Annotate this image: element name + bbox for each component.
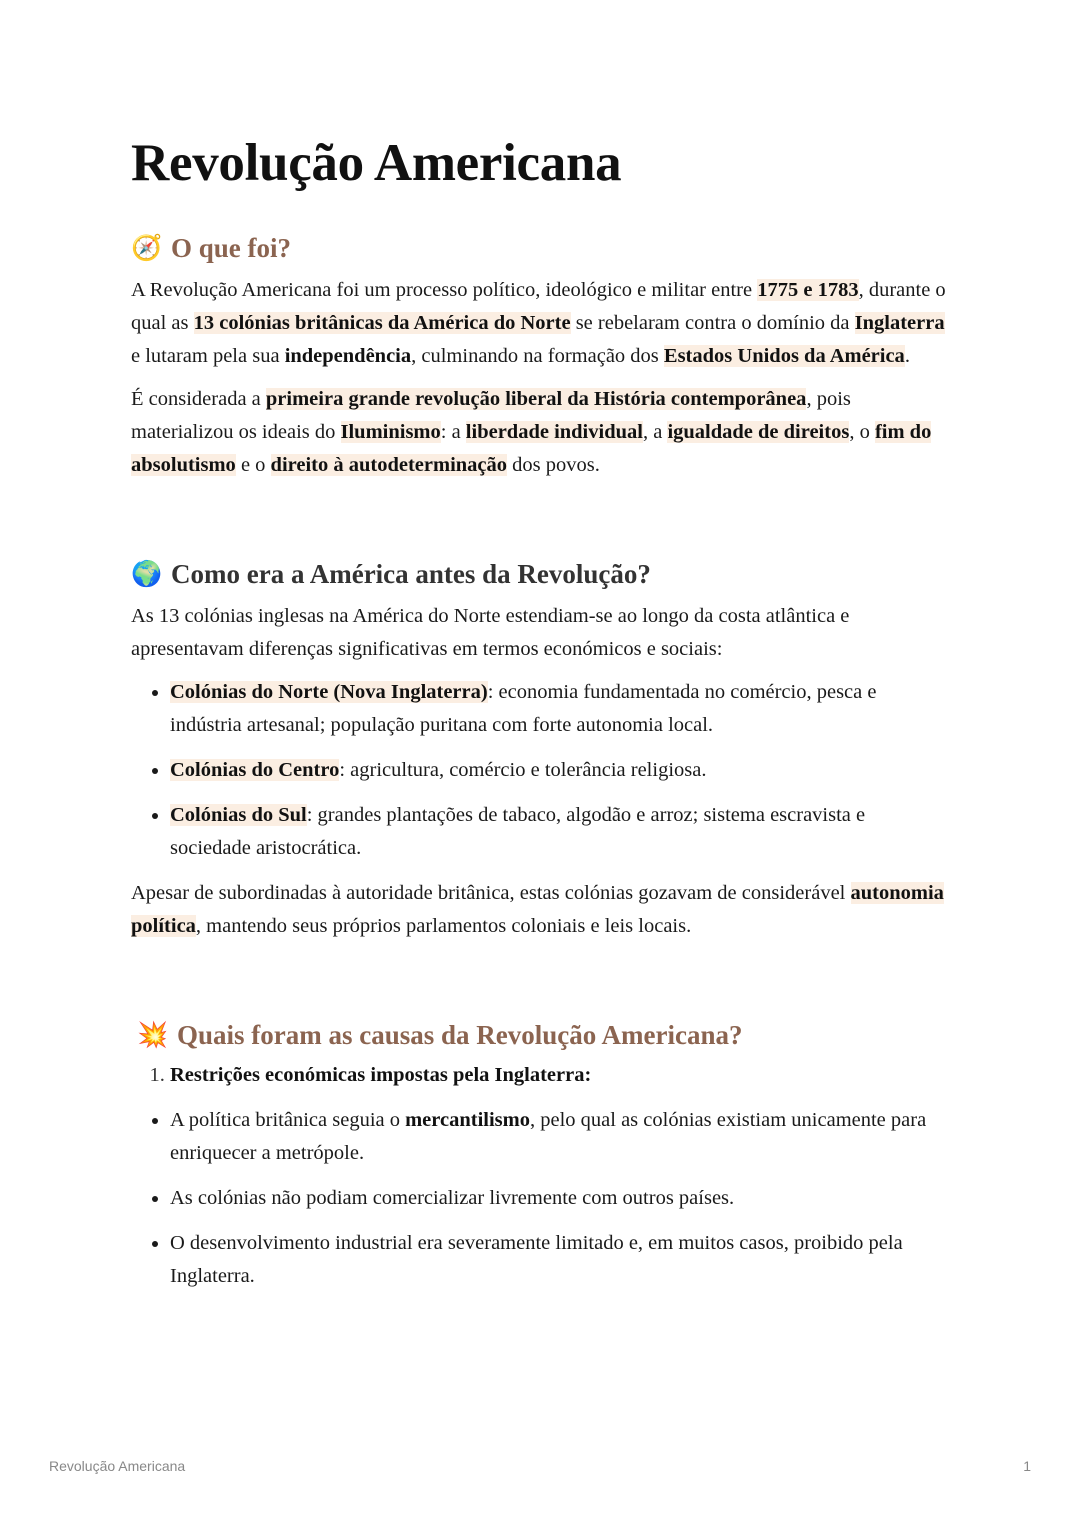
text-run: É considerada a	[131, 388, 266, 410]
list-item	[170, 676, 951, 742]
section-causes	[131, 1015, 951, 1293]
paragraph	[131, 600, 951, 666]
text-run: se rebelaram contra o domínio da	[570, 312, 855, 334]
section-heading	[131, 228, 951, 268]
text-run: , pois materializou os ideais do	[131, 388, 851, 443]
heading-text: O que foi?	[171, 233, 292, 263]
text-run: , durante o qual as	[131, 279, 946, 334]
list-item	[170, 754, 951, 787]
heading-text: Como era a América antes da Revolução?	[171, 559, 651, 589]
text-run: A política britânica seguia o	[170, 1109, 406, 1131]
list-item	[170, 799, 951, 865]
text-run: , mantendo seus próprios parlamentos coloniais e leis locais.	[195, 915, 692, 937]
highlighted-text: Inglaterra	[854, 312, 945, 334]
page-title: Revolução Americana	[131, 134, 622, 192]
list-item	[170, 1104, 951, 1170]
globe-icon: 🌍	[131, 559, 163, 588]
text-run: : economia fundamentada no comércio, pesca e indústria artesanal; população puritana com forte autonomia local.	[170, 681, 877, 736]
highlighted-text: Iluminismo	[340, 421, 441, 443]
text-run: As colónias não podiam comercializar livremente com outros países.	[170, 1187, 735, 1209]
highlighted-text: igualdade de direitos	[667, 421, 850, 443]
text-run: : a	[440, 421, 466, 443]
text-run: : agricultura, comércio e tolerância religiosa.	[339, 759, 707, 781]
text-run: .	[904, 345, 910, 367]
highlighted-text: Colónias do Sul	[170, 804, 307, 826]
collision-icon: 💥	[137, 1020, 169, 1049]
bullet-list	[131, 676, 951, 865]
heading-text: Quais foram as causas da Revolução Americana?	[177, 1020, 743, 1050]
list-item	[170, 1182, 951, 1215]
section-what-was-it	[131, 228, 951, 482]
bold-text: mercantilismo	[405, 1109, 530, 1131]
highlighted-text: 1775 e 1783	[757, 279, 859, 301]
paragraph	[131, 877, 951, 943]
list-item	[170, 1059, 951, 1092]
section-heading	[131, 554, 951, 594]
compass-icon: 🧭	[131, 233, 163, 262]
bold-text: independência	[284, 345, 412, 367]
footer-page-number: 1	[1023, 1458, 1031, 1474]
section-america-before	[131, 554, 951, 943]
highlighted-text: direito à autodeterminação	[270, 454, 508, 476]
numbered-list	[131, 1059, 951, 1092]
highlighted-text: 13 colónias britânicas da América do Norte	[193, 312, 571, 334]
text-run: O desenvolvimento industrial era severamente limitado e, em muitos casos, proibido pela Inglaterra.	[170, 1232, 903, 1287]
text-run: : grandes plantações de tabaco, algodão e arroz; sistema escravista e sociedade aristocrática.	[170, 804, 866, 859]
text-run: dos povos.	[507, 454, 600, 476]
section-heading	[131, 1015, 951, 1055]
list-item-text: Restrições económicas impostas pela Inglaterra:	[170, 1064, 592, 1086]
paragraph	[131, 274, 951, 373]
text-run: , o	[849, 421, 875, 443]
document-page	[131, 128, 951, 1305]
highlighted-text: Estados Unidos da América	[663, 345, 905, 367]
text-run: A Revolução Americana foi um processo político, ideológico e militar entre	[131, 279, 758, 301]
text-run: , a	[642, 421, 668, 443]
footer-doc-title: Revolução Americana	[49, 1458, 186, 1474]
text-run: e o	[235, 454, 271, 476]
text-run: Apesar de subordinadas à autoridade britânica, estas colónias gozavam de considerável	[131, 882, 851, 904]
highlighted-text: autonomia política	[131, 882, 944, 937]
highlighted-text: Colónias do Centro	[170, 759, 340, 781]
highlighted-text: Colónias do Norte (Nova Inglaterra)	[170, 681, 488, 703]
highlighted-text: liberdade individual	[465, 421, 643, 443]
text-run: As 13 colónias inglesas na América do Norte estendiam-se ao longo da costa atlântica e apresentavam diferenças significativas em termos económicos e sociais:	[131, 605, 850, 660]
highlighted-text: fim do absolutismo	[131, 421, 932, 476]
highlighted-text: primeira grande revolução liberal da História contemporânea	[265, 388, 807, 410]
text-run: e lutaram pela sua	[131, 345, 285, 367]
bullet-list	[131, 1104, 951, 1293]
paragraph	[131, 383, 951, 482]
text-run: , pelo qual as colónias existiam unicamente para enriquecer a metrópole.	[170, 1109, 927, 1164]
list-item	[170, 1227, 951, 1293]
text-run: , culminando na formação dos	[411, 345, 664, 367]
